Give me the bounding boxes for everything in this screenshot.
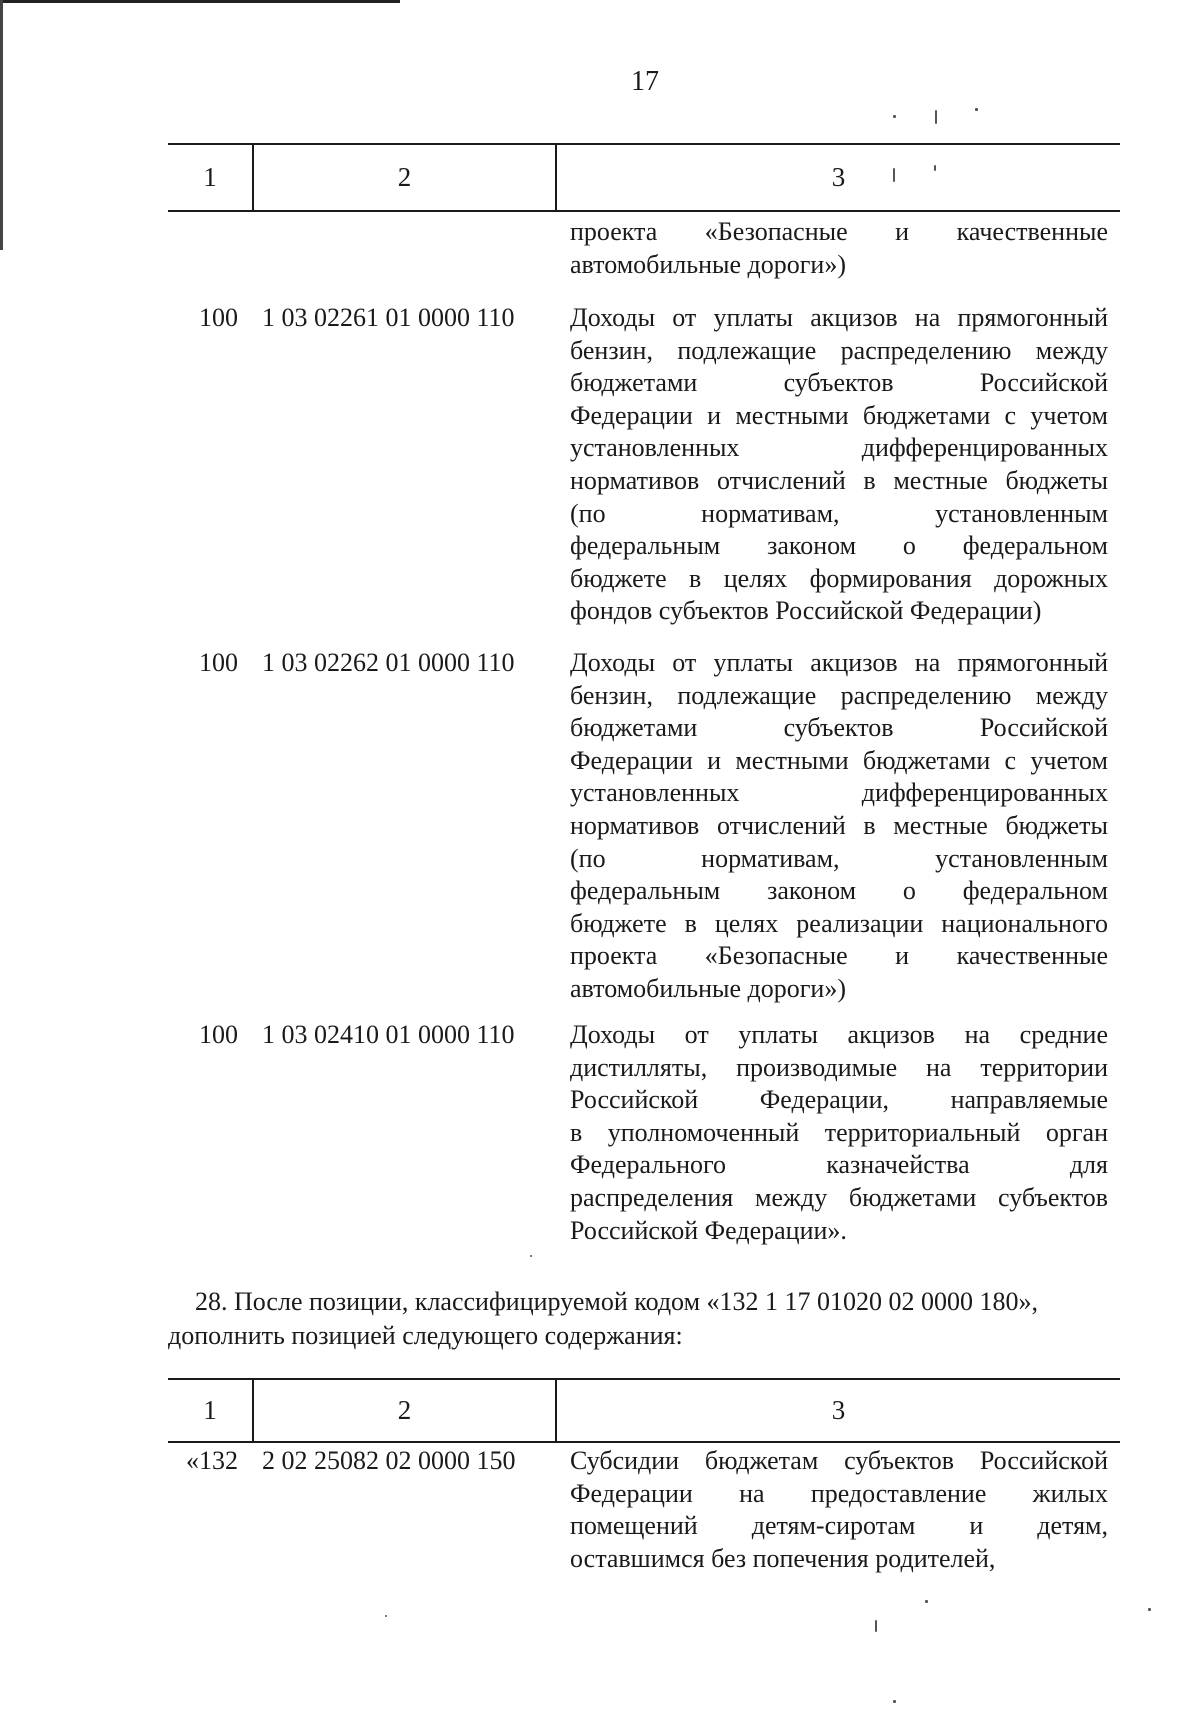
revenue-description xyxy=(570,302,1108,628)
text-line: бюджетами субъектов Российской xyxy=(570,713,1108,743)
scan-speck xyxy=(875,1620,877,1632)
text-line: Российской Федерации». xyxy=(570,1215,847,1245)
text-line: дистилляты, производимые на территории xyxy=(570,1052,1108,1082)
text-line: Федерального казначейства для xyxy=(570,1150,1108,1180)
text-line: проекта «Безопасные и качественные xyxy=(570,941,1108,971)
revenue-description xyxy=(570,647,1108,1006)
text-line: Федерации и местными бюджетами с учетом xyxy=(570,745,1108,775)
text-line: Федерации и местными бюджетами с учетом xyxy=(570,400,1108,430)
table2-top-rule xyxy=(168,1378,1120,1380)
text-line: в уполномоченный территориальный орган xyxy=(570,1117,1108,1147)
text-line: бюджетами субъектов Российской xyxy=(570,368,1108,398)
text-line: бюджете в целях формирования дорожных xyxy=(570,563,1108,593)
text-line: установленных дифференцированных xyxy=(570,778,1108,808)
scan-speck xyxy=(1148,1608,1151,1611)
page-number: 17 xyxy=(631,66,659,97)
classification-code: 1 03 02261 01 0000 110 xyxy=(262,303,515,332)
admin-code: 100 xyxy=(199,648,238,677)
table2-header-col2: 2 xyxy=(397,1395,412,1425)
text-line: фондов субъектов Российской Федерации) xyxy=(570,596,1042,626)
text-line: автомобильные дороги») xyxy=(570,249,847,279)
amendment-paragraph xyxy=(168,1285,1120,1353)
text-line: установленных дифференцированных xyxy=(570,433,1108,463)
classification-code: 2 02 25082 02 0000 150 xyxy=(262,1446,516,1475)
text-line: Российской Федерации, направляемые xyxy=(570,1085,1108,1115)
text-line: оставшимся без попечения родителей, xyxy=(570,1543,996,1573)
revenue-description xyxy=(570,1445,1108,1575)
table1-header-col1: 1 xyxy=(203,162,217,192)
text-line: Доходы от уплаты акцизов на прямогонный xyxy=(570,303,1108,332)
text-line: федеральным законом о федеральном xyxy=(570,876,1108,906)
text-line: распределения между бюджетами субъектов xyxy=(570,1182,1108,1212)
classification-code: 1 03 02262 01 0000 110 xyxy=(262,648,515,677)
table2-header-col1: 1 xyxy=(203,1395,217,1425)
admin-code: 100 xyxy=(199,1020,238,1049)
table1-header-col2: 2 xyxy=(397,162,412,192)
text-line: Доходы от уплаты акцизов на средние xyxy=(570,1020,1108,1049)
scan-speck xyxy=(893,1700,896,1703)
scan-speck xyxy=(934,165,936,171)
table1-header-col3: 3 xyxy=(831,162,846,192)
text-line: Доходы от уплаты акцизов на прямогонный xyxy=(570,648,1108,677)
admin-code: 100 xyxy=(199,303,238,332)
classification-code: 1 03 02410 01 0000 110 xyxy=(262,1020,515,1049)
text-line: федеральным законом о федеральном xyxy=(570,531,1108,561)
text-line: автомобильные дороги») xyxy=(570,973,847,1003)
table2-header-bottom-rule xyxy=(168,1441,1120,1443)
text-line: (по нормативам, установленным xyxy=(570,498,1108,528)
scan-speck xyxy=(975,108,978,111)
text-line: нормативов отчислений в местные бюджеты xyxy=(570,810,1108,840)
scan-speck xyxy=(893,115,896,118)
text-line: Субсидии бюджетам субъектов Российской xyxy=(570,1446,1108,1475)
table2-header-col3: 3 xyxy=(831,1395,846,1425)
text-line: нормативов отчислений в местные бюджеты xyxy=(570,465,1108,495)
scan-speck xyxy=(893,168,895,182)
text-line: бензин, подлежащие распределению между xyxy=(570,335,1108,365)
scan-speck xyxy=(530,1255,532,1257)
text-line: бюджете в целях реализации национального xyxy=(570,908,1108,938)
text-line: бензин, подлежащие распределению между xyxy=(570,680,1108,710)
scan-speck xyxy=(385,1615,387,1617)
table1-header-bottom-rule xyxy=(168,210,1120,212)
text-line: (по нормативам, установленным xyxy=(570,843,1108,873)
text-line: проекта «Безопасные и качественные xyxy=(570,217,1108,246)
scan-speck xyxy=(935,110,937,124)
scan-edge-top xyxy=(0,0,400,3)
admin-code: «132 xyxy=(186,1446,238,1475)
table1-top-rule xyxy=(168,143,1120,145)
scan-edge-left xyxy=(0,0,3,250)
paragraph-line: дополнить позицией следующего содержания: xyxy=(168,1321,683,1350)
revenue-description xyxy=(570,1019,1108,1247)
text-line: помещений детям-сиротам и детям, xyxy=(570,1511,1108,1541)
paragraph-line: 28. После позиции, классифицируемой кодом «132 1 17 01020 02 0000 180», xyxy=(195,1287,1039,1316)
text-line: Федерации на предоставление жилых xyxy=(570,1478,1108,1508)
continuation-text xyxy=(570,216,1108,281)
scan-speck xyxy=(925,1600,928,1603)
